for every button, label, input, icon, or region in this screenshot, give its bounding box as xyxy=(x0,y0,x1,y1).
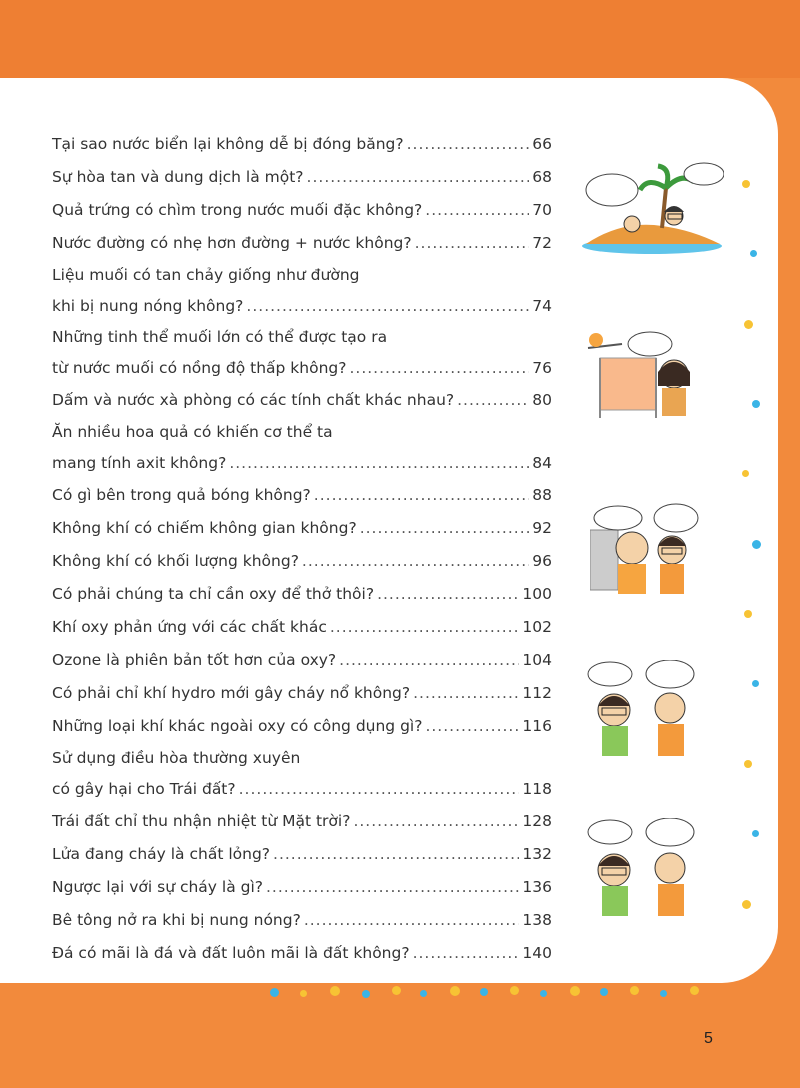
toc-entry-page: 92 xyxy=(532,519,552,537)
dot-leader xyxy=(339,644,519,677)
decorative-dot xyxy=(330,986,340,996)
dot-leader xyxy=(349,353,529,384)
decorative-dot xyxy=(690,986,699,995)
toc-entry-title: Đá có mãi là đá và đất luôn mãi là đất không? xyxy=(52,944,410,962)
page-number: 5 xyxy=(704,1030,713,1047)
toc-entry-page: 138 xyxy=(522,911,552,929)
dot-leader xyxy=(415,227,530,260)
dot-leader xyxy=(425,194,529,227)
dot-leader xyxy=(314,479,529,512)
decorative-dot xyxy=(540,990,547,997)
toc-entry xyxy=(52,417,552,479)
toc-entry-page: 76 xyxy=(532,359,552,377)
toc-entry-page: 74 xyxy=(532,297,552,315)
dot-leader xyxy=(413,677,519,710)
decorative-dot xyxy=(752,680,759,687)
toc-entry xyxy=(52,128,552,161)
toc-entry-title: Lửa đang cháy là chất lỏng? xyxy=(52,845,271,863)
toc-entry-title: Trái đất chỉ thu nhận nhiệt từ Mặt trời? xyxy=(52,812,351,830)
toc-entry-page: 100 xyxy=(522,585,552,603)
toc-entry-title: Dấm và nước xà phòng có các tính chất khác nhau? xyxy=(52,391,455,409)
toc-entry-title-line1: Liệu muối có tan chảy giống như đường xyxy=(52,266,360,284)
toc-entry-page: 66 xyxy=(532,135,552,153)
decorative-dot xyxy=(742,180,750,188)
decorative-dot xyxy=(392,986,401,995)
toc-entry-page: 118 xyxy=(522,780,552,798)
decorative-dot xyxy=(750,250,757,257)
dot-leader xyxy=(302,545,529,578)
decorative-dot xyxy=(570,986,580,996)
dot-leader xyxy=(457,384,529,417)
decorative-dot xyxy=(752,400,760,408)
toc-entry-title-line1: Sử dụng điều hòa thường xuyên xyxy=(52,749,301,767)
toc-entry-title-line2: từ nước muối có nồng độ thấp không? xyxy=(52,359,347,377)
kids-refrigerator-illustration xyxy=(590,500,700,600)
decorative-dot xyxy=(742,900,751,909)
island-cartoon-illustration xyxy=(582,160,724,254)
girl-with-board-illustration xyxy=(586,330,698,422)
kids-talking-illustration xyxy=(586,660,702,760)
toc-entry-title: Ngược lại với sự cháy là gì? xyxy=(52,878,263,896)
decorative-dot xyxy=(752,830,759,837)
toc-entry-page: 102 xyxy=(522,618,552,636)
toc-entry-page: 112 xyxy=(522,684,552,702)
dot-leader xyxy=(425,710,519,743)
toc-entry xyxy=(52,194,552,227)
toc-entry-page: 140 xyxy=(522,944,552,962)
decorative-dot xyxy=(300,990,307,997)
toc-entry xyxy=(52,578,552,611)
toc-entry-page: 96 xyxy=(532,552,552,570)
toc-entry-title: Nước đường có nhẹ hơn đường + nước không? xyxy=(52,234,412,252)
toc-entry-page: 70 xyxy=(532,201,552,219)
dot-leader xyxy=(330,611,520,644)
toc-entry xyxy=(52,611,552,644)
toc-entry-title-line2: khi bị nung nóng không? xyxy=(52,297,244,315)
toc-entry xyxy=(52,871,552,904)
decorative-dot xyxy=(744,760,752,768)
kids-conversation-illustration xyxy=(586,818,702,918)
dot-leader xyxy=(246,291,529,322)
decorative-dot xyxy=(744,610,752,618)
toc-entry-title: Quả trứng có chìm trong nước muối đặc không? xyxy=(52,201,423,219)
table-of-contents xyxy=(52,128,552,970)
decorative-dot xyxy=(420,990,427,997)
top-band xyxy=(0,0,800,78)
decorative-dot xyxy=(450,986,460,996)
decorative-dot xyxy=(510,986,519,995)
toc-entry xyxy=(52,161,552,194)
decorative-dot xyxy=(362,990,370,998)
decorative-dot xyxy=(630,986,639,995)
toc-entry xyxy=(52,838,552,871)
toc-entry-title: Sự hòa tan và dung dịch là một? xyxy=(52,168,304,186)
toc-entry-title: Bê tông nở ra khi bị nung nóng? xyxy=(52,911,301,929)
toc-entry xyxy=(52,904,552,937)
decorative-dot xyxy=(742,470,749,477)
toc-entry xyxy=(52,384,552,417)
toc-entry xyxy=(52,677,552,710)
dot-leader xyxy=(307,161,530,194)
toc-entry xyxy=(52,805,552,838)
toc-entry-title: Khí oxy phản ứng với các chất khác xyxy=(52,618,327,636)
toc-entry xyxy=(52,743,552,805)
decorative-dot xyxy=(660,990,667,997)
toc-entry-page: 128 xyxy=(522,812,552,830)
toc-entry-title: Không khí có chiếm không gian không? xyxy=(52,519,357,537)
toc-entry-page: 116 xyxy=(522,717,552,735)
dot-leader xyxy=(353,805,519,838)
dot-leader xyxy=(273,838,519,871)
toc-entry-title-line2: có gây hại cho Trái đất? xyxy=(52,780,236,798)
dot-leader xyxy=(377,578,519,611)
toc-entry xyxy=(52,512,552,545)
toc-entry-title-line1: Ăn nhiều hoa quả có khiến cơ thể ta xyxy=(52,423,333,441)
decorative-dot xyxy=(752,540,761,549)
toc-entry xyxy=(52,227,552,260)
toc-entry-title: Tại sao nước biển lại không dễ bị đóng băng? xyxy=(52,135,404,153)
toc-entry-title: Có phải chúng ta chỉ cần oxy để thở thôi? xyxy=(52,585,375,603)
toc-entry-title: Có gì bên trong quả bóng không? xyxy=(52,486,311,504)
toc-entry xyxy=(52,710,552,743)
toc-entry-title: Có phải chỉ khí hydro mới gây cháy nổ không? xyxy=(52,684,411,702)
toc-entry-page: 68 xyxy=(532,168,552,186)
toc-entry-page: 88 xyxy=(532,486,552,504)
toc-entry-title-line2: mang tính axit không? xyxy=(52,454,227,472)
toc-entry-title: Những loại khí khác ngoài oxy có công dụng gì? xyxy=(52,717,423,735)
dot-leader xyxy=(360,512,530,545)
toc-entry-page: 84 xyxy=(532,454,552,472)
toc-entry-page: 132 xyxy=(522,845,552,863)
dot-leader xyxy=(304,904,520,937)
toc-entry-title-line1: Những tinh thể muối lớn có thể được tạo ra xyxy=(52,328,388,346)
decorative-dot xyxy=(480,988,488,996)
toc-entry xyxy=(52,260,552,322)
dot-leader xyxy=(413,937,520,970)
toc-entry-page: 72 xyxy=(532,234,552,252)
decorative-dot xyxy=(744,320,753,329)
toc-entry xyxy=(52,479,552,512)
dot-leader xyxy=(266,871,519,904)
toc-entry-title: Không khí có khối lượng không? xyxy=(52,552,299,570)
toc-entry xyxy=(52,644,552,677)
decorative-dot xyxy=(270,988,279,997)
toc-entry-page: 104 xyxy=(522,651,552,669)
dot-leader xyxy=(229,448,529,479)
toc-entry xyxy=(52,545,552,578)
dot-leader xyxy=(239,774,520,805)
toc-entry-title: Ozone là phiên bản tốt hơn của oxy? xyxy=(52,651,337,669)
toc-entry-page: 136 xyxy=(522,878,552,896)
toc-entry xyxy=(52,322,552,384)
dot-leader xyxy=(407,128,530,161)
decorative-dot xyxy=(600,988,608,996)
toc-entry xyxy=(52,937,552,970)
toc-entry-page: 80 xyxy=(532,391,552,409)
